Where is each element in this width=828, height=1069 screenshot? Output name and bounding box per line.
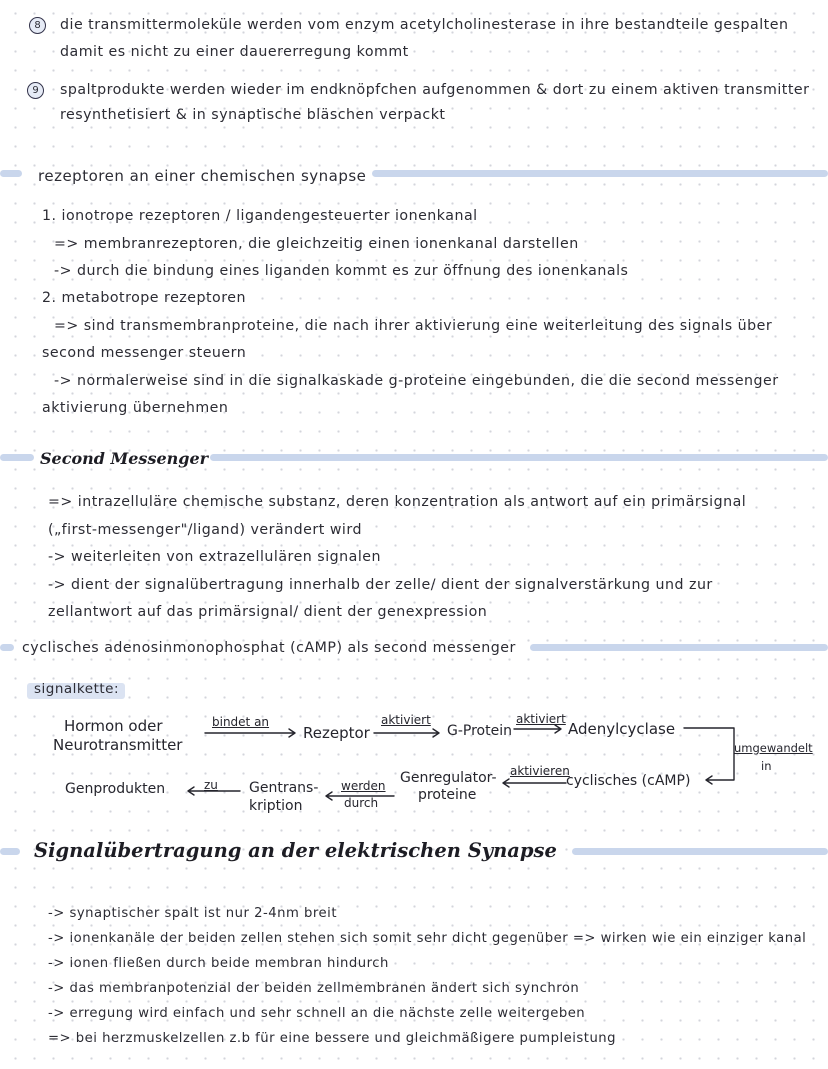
diagram-umgewandelt: umgewandelt [734, 741, 813, 755]
arrow-bindet-an [205, 729, 295, 737]
arrow-zu [188, 787, 240, 795]
sm-line: („first-messenger"/ligand) verändert wird [48, 522, 362, 538]
signalkette-label: signalkette: [34, 681, 120, 697]
diagram-in: in [761, 759, 772, 773]
arrow-aktiviert-2 [514, 725, 561, 733]
diagram-cyclisches-camp: cyclisches (cAMP) [566, 773, 691, 789]
diagram-werden: werden [341, 779, 386, 793]
receptor-line: second messenger steuern [42, 345, 247, 361]
diagram-genregulator: Genregulator- [400, 770, 497, 786]
receptors-heading: rezeptoren an einer chemischen synapse [38, 167, 367, 185]
electrical-line: -> ionen fließen durch beide membran hindurch [48, 956, 389, 971]
diagram-rezeptor: Rezeptor [303, 724, 370, 742]
electrical-synapse-heading: Signalübertragung an der elektrischen Synapse [34, 839, 557, 862]
receptor-line: => sind transmembranproteine, die nach ihrer aktivierung eine weiterleitung des signals über [54, 318, 773, 334]
diagram-durch: durch [344, 796, 379, 810]
arrow-werden-durch [326, 792, 394, 800]
arrow-aktiviert-1 [374, 729, 439, 737]
sm-line: -> dient der signalübertragung innerhalb der zelle/ dient der signalverstärkung und zur [48, 577, 713, 593]
diagram-gentranskription-2: kription [249, 798, 303, 814]
sm-line: -> weiterleiten von extrazellulären signalen [48, 549, 381, 565]
heading-accent-left [0, 848, 20, 855]
receptor-line: 1. ionotrope rezeptoren / ligandengesteuerter ionenkanal [42, 208, 478, 224]
step9-line1: spaltprodukte werden wieder im endknöpfchen aufgenommen & dort zu einem aktiven transmitter [60, 82, 810, 98]
second-messenger-heading: Second Messenger [40, 449, 209, 468]
diagram-proteine: proteine [418, 787, 477, 803]
heading-accent-right [572, 848, 828, 855]
diagram-zu: zu [204, 778, 218, 792]
diagram-aktivieren: aktivieren [510, 764, 570, 778]
receptor-line: aktivierung übernehmen [42, 400, 229, 416]
receptor-line: -> durch die bindung eines liganden kommt es zur öffnung des ionenkanals [54, 263, 629, 279]
electrical-line: -> das membranpotenzial der beiden zellmembranen ändert sich synchron [48, 981, 580, 996]
electrical-line: -> erregung wird einfach und sehr schnell an die nächste zelle weitergeben [48, 1006, 586, 1021]
diagram-g-protein: G-Protein [447, 723, 512, 739]
step-number-8: 8 [29, 17, 46, 34]
step-number-9: 9 [27, 82, 44, 99]
diagram-aktiviert-1: aktiviert [381, 713, 431, 727]
sm-line: => intrazelluläre chemische substanz, deren konzentration als antwort auf ein primärsignal [48, 494, 747, 510]
sm-line: zellantwort auf das primärsignal/ dient der genexpression [48, 604, 488, 620]
diagram-neurotransmitter: Neurotransmitter [53, 736, 183, 754]
electrical-line: -> synaptischer spalt ist nur 2-4nm breit [48, 906, 337, 921]
step8-line2: damit es nicht zu einer dauererregung kommt [60, 44, 409, 60]
step9-line2: resynthetisiert & in synaptische bläschen verpackt [60, 107, 446, 123]
step8-line1: die transmittermoleküle werden vom enzym acetylcholinesterase in ihre bestandteile gespalten [60, 17, 789, 33]
electrical-line: => bei herzmuskelzellen z.b für eine bessere und gleichmäßigere pumpleistung [48, 1031, 617, 1046]
diagram-aktiviert-2: aktiviert [516, 712, 566, 726]
diagram-hormon: Hormon oder [64, 717, 163, 735]
camp-heading: cyclisches adenosinmonophosphat (cAMP) als second messenger [22, 640, 516, 656]
diagram-gentranskription-1: Gentrans- [249, 780, 319, 796]
receptor-line: 2. metabotrope rezeptoren [42, 290, 246, 306]
arrow-umgewandelt-bracket [684, 728, 734, 784]
diagram-adenylcyclase: Adenylcyclase [568, 720, 676, 738]
receptor-line: -> normalerweise sind in die signalkaskade g-proteine eingebunden, die die second messenger [54, 373, 779, 389]
diagram-genprodukten: Genprodukten [65, 781, 166, 797]
electrical-line: -> ionenkanäle der beiden zellen stehen sich somit sehr dicht gegenüber => wirken wie ein einziger kanal [48, 931, 807, 946]
arrow-aktivieren [503, 779, 566, 787]
diagram-bindet-an: bindet an [212, 715, 270, 729]
receptor-line: => membranrezeptoren, die gleichzeitig einen ionenkanal darstellen [54, 236, 579, 252]
